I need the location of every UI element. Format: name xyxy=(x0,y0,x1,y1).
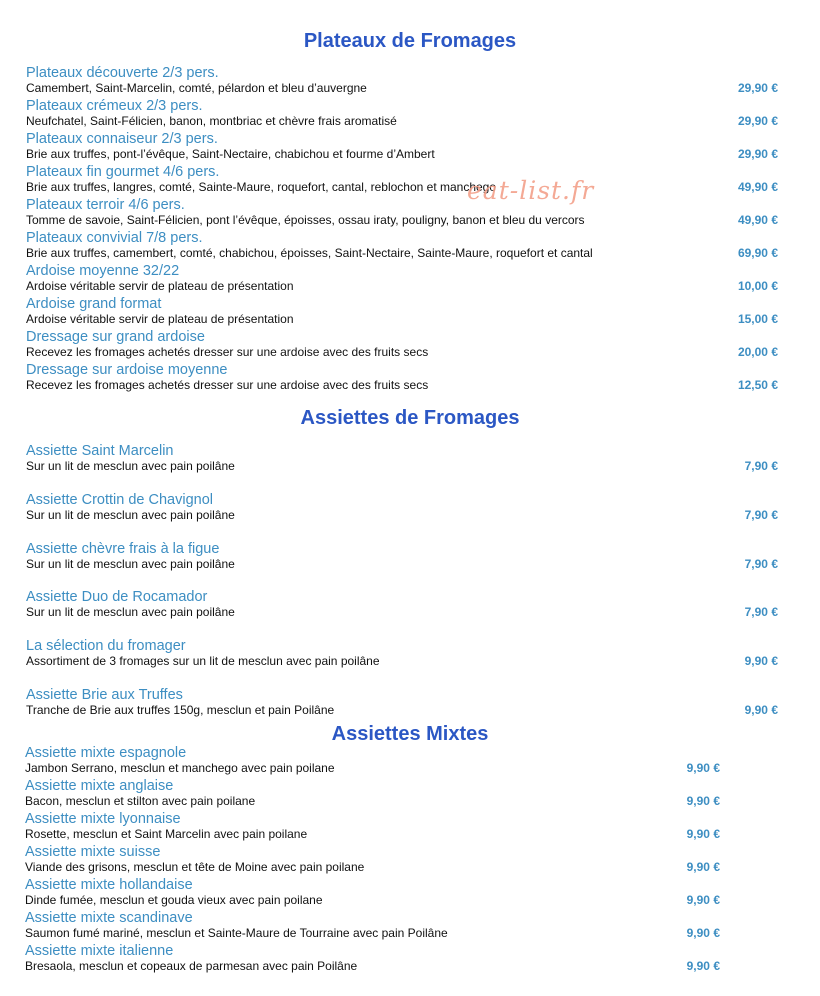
item-name: Plateaux fin gourmet 4/6 pers. xyxy=(26,164,220,180)
item-price: 7,90 € xyxy=(744,459,778,473)
item-description: Saumon fumé mariné, mesclun et Sainte-Maure de Tourraine avec pain Poilâne xyxy=(25,926,448,940)
item-description: Brie aux truffes, pont-l’évêque, Saint-Nectaire, chabichou et fourme d’Ambert xyxy=(26,147,435,161)
menu-item xyxy=(26,296,786,327)
item-price: 29,90 € xyxy=(737,114,778,128)
item-name: Assiette mixte italienne xyxy=(25,943,174,959)
item-name: Assiette mixte anglaise xyxy=(25,778,174,794)
menu-item xyxy=(26,230,786,261)
menu-item xyxy=(26,638,786,669)
item-name: Assiette Duo de Rocamador xyxy=(26,589,208,605)
menu-item xyxy=(26,362,786,393)
item-name: Plateaux découverte 2/3 pers. xyxy=(26,65,219,81)
item-description: Bresaola, mesclun et copeaux de parmesan avec pain Poilâne xyxy=(25,959,358,973)
item-name: Assiette mixte espagnole xyxy=(25,745,187,761)
menu-item xyxy=(26,687,786,718)
section-title-assiettes-mixtes: Assiettes Mixtes xyxy=(331,723,489,745)
menu-item xyxy=(26,263,786,294)
item-price: 15,00 € xyxy=(737,312,778,326)
menu-item xyxy=(25,910,785,941)
item-description: Brie aux truffes, camembert, comté, chabichou, époisses, Saint-Nectaire, Sainte-Maure, roquefort et cantal xyxy=(26,246,593,260)
menu-item xyxy=(26,164,786,195)
item-price: 9,90 € xyxy=(744,654,778,668)
item-price: 9,90 € xyxy=(686,860,720,874)
item-price: 7,90 € xyxy=(744,508,778,522)
item-price: 69,90 € xyxy=(737,246,778,260)
item-name: Ardoise moyenne 32/22 xyxy=(26,263,180,279)
item-description: Tranche de Brie aux truffes 150g, mesclun et pain Poilâne xyxy=(26,703,335,717)
item-price: 29,90 € xyxy=(737,81,778,95)
menu-item xyxy=(25,844,785,875)
item-description: Sur un lit de mesclun avec pain poilâne xyxy=(26,557,235,571)
section-title-plateaux: Plateaux de Fromages xyxy=(303,30,517,52)
item-description: Recevez les fromages achetés dresser sur une ardoise avec des fruits secs xyxy=(26,378,429,392)
item-price: 49,90 € xyxy=(737,213,778,227)
item-description: Viande des grisons, mesclun et tête de Moine avec pain poilane xyxy=(25,860,365,874)
item-description: Ardoise véritable servir de plateau de présentation xyxy=(26,279,294,293)
item-description: Neufchatel, Saint-Félicien, banon, montbriac et chèvre frais aromatisé xyxy=(26,114,397,128)
item-name: Dressage sur ardoise moyenne xyxy=(26,362,228,378)
item-name: Assiette mixte hollandaise xyxy=(25,877,193,893)
section-title-assiettes-fromages: Assiettes de Fromages xyxy=(300,407,520,429)
item-price: 9,90 € xyxy=(686,893,720,907)
item-name: Plateaux connaiseur 2/3 pers. xyxy=(26,131,218,147)
menu-item xyxy=(26,197,786,228)
item-name: Assiette mixte suisse xyxy=(25,844,161,860)
item-description: Ardoise véritable servir de plateau de présentation xyxy=(26,312,294,326)
item-name: Assiette mixte scandinave xyxy=(25,910,193,926)
menu-item xyxy=(26,541,786,572)
menu-item xyxy=(26,589,786,620)
menu-item xyxy=(26,131,786,162)
item-price: 9,90 € xyxy=(686,959,720,973)
item-description: Jambon Serrano, mesclun et manchego avec pain poilane xyxy=(25,761,335,775)
item-description: Bacon, mesclun et stilton avec pain poilane xyxy=(25,794,256,808)
item-name: Dressage sur grand ardoise xyxy=(26,329,205,345)
item-description: Dinde fumée, mesclun et gouda vieux avec pain poilane xyxy=(25,893,323,907)
item-price: 9,90 € xyxy=(686,761,720,775)
item-name: Assiette Crottin de Chavignol xyxy=(26,492,213,508)
item-description: Camembert, Saint-Marcelin, comté, pélardon et bleu d’auvergne xyxy=(26,81,367,95)
menu-item xyxy=(26,65,786,96)
menu-item xyxy=(25,778,785,809)
item-price: 9,90 € xyxy=(686,794,720,808)
item-name: Assiette chèvre frais à la figue xyxy=(26,541,220,557)
item-description: Sur un lit de mesclun avec pain poilâne xyxy=(26,605,235,619)
menu-item xyxy=(26,443,786,474)
item-description: Sur un lit de mesclun avec pain poilâne xyxy=(26,508,235,522)
menu-item xyxy=(25,877,785,908)
item-name: Assiette mixte lyonnaise xyxy=(25,811,181,827)
item-description: Tomme de savoie, Saint-Félicien, pont l’évêque, époisses, ossau iraty, pouligny, banon et bleu du vercors xyxy=(26,213,585,227)
item-price: 7,90 € xyxy=(744,557,778,571)
menu-item xyxy=(25,811,785,842)
item-description: Assortiment de 3 fromages sur un lit de mesclun avec pain poilâne xyxy=(26,654,380,668)
item-name: Assiette Brie aux Truffes xyxy=(26,687,183,703)
menu-item xyxy=(25,943,785,974)
item-description: Sur un lit de mesclun avec pain poilâne xyxy=(26,459,235,473)
item-price: 9,90 € xyxy=(686,926,720,940)
menu-item xyxy=(25,745,785,776)
item-name: Assiette Saint Marcelin xyxy=(26,443,174,459)
menu-item xyxy=(26,492,786,523)
item-price: 49,90 € xyxy=(737,180,778,194)
item-description: Brie aux truffes, langres, comté, Sainte-Maure, roquefort, cantal, reblochon et manchego xyxy=(26,180,497,194)
menu-item xyxy=(26,98,786,129)
item-price: 12,50 € xyxy=(737,378,778,392)
item-name: Plateaux convivial 7/8 pers. xyxy=(26,230,203,246)
item-price: 20,00 € xyxy=(737,345,778,359)
item-description: Recevez les fromages achetés dresser sur une ardoise avec des fruits secs xyxy=(26,345,429,359)
item-price: 29,90 € xyxy=(737,147,778,161)
menu-item xyxy=(26,329,786,360)
item-description: Rosette, mesclun et Saint Marcelin avec pain poilane xyxy=(25,827,308,841)
item-name: Plateaux terroir 4/6 pers. xyxy=(26,197,185,213)
item-name: La sélection du fromager xyxy=(26,638,186,654)
item-price: 10,00 € xyxy=(737,279,778,293)
item-price: 7,90 € xyxy=(744,605,778,619)
item-name: Plateaux crémeux 2/3 pers. xyxy=(26,98,203,114)
item-price: 9,90 € xyxy=(686,827,720,841)
watermark: eat-list.fr xyxy=(467,176,595,205)
item-name: Ardoise grand format xyxy=(26,296,162,312)
item-price: 9,90 € xyxy=(744,703,778,717)
